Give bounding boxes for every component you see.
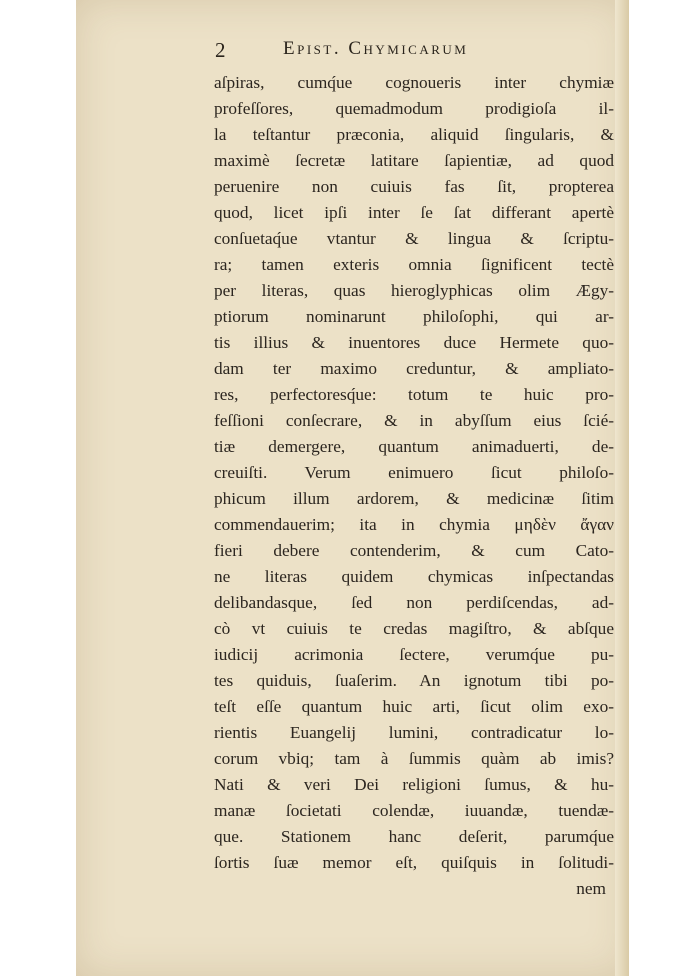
- text-line: fieri debere contenderim, & cum Cato-: [214, 541, 614, 560]
- page-header: [215, 38, 555, 64]
- text-line: phicum illum ardorem, & medicinæ ſitim: [214, 489, 614, 508]
- text-line: cò vt cuiuis te credas magiſtro, & abſque: [214, 619, 614, 638]
- text-line: res, perfectoresq́ue: totum te huic pro-: [214, 385, 614, 404]
- running-title: Epist. Chymicarum: [283, 38, 469, 59]
- text-line: commendauerim; ita in chymia μηδὲν ἄγαν: [214, 515, 614, 534]
- text-line: corum vbiq; tam à ſummis quàm ab imis?: [214, 749, 614, 768]
- text-line: Nati & veri Dei religioni ſumus, & hu-: [214, 775, 614, 794]
- page-number: 2: [215, 38, 226, 62]
- text-line: la teſtantur præconia, aliquid ſingularis, &: [214, 125, 614, 144]
- text-line: feſſioni conſecrare, & in abyſſum eius ſcié-: [214, 411, 614, 430]
- text-line: ſortis ſuæ memor eſt, quiſquis in ſolitudi-: [214, 853, 614, 872]
- text-line: conſuetaq́ue vtantur & lingua & ſcriptu-: [214, 229, 614, 248]
- text-line: aſpiras, cumq́ue cognoueris inter chymiæ: [214, 73, 614, 92]
- text-line: rientis Euangelij lumini, contradicatur lo-: [214, 723, 614, 742]
- text-line: creuiſti. Verum enimuero ſicut philoſo-: [214, 463, 614, 482]
- text-line: profeſſores, quemadmodum prodigioſa il-: [214, 99, 614, 118]
- text-line: peruenire non cuiuis fas ſit, propterea: [214, 177, 614, 196]
- text-line: ptiorum nominarunt philoſophi, qui ar-: [214, 307, 614, 326]
- text-line: dam ter maximo creduntur, & ampliato-: [214, 359, 614, 378]
- text-line: teſt eſſe quantum huic arti, ſicut olim exo-: [214, 697, 614, 716]
- text-line: ne literas quidem chymicas inſpectandas: [214, 567, 614, 586]
- text-line: quod, licet ipſi inter ſe ſat differant apertè: [214, 203, 614, 222]
- text-line: manæ ſocietati colendæ, iuuandæ, tuendæ-: [214, 801, 614, 820]
- text-line: tis illius & inuentores duce Hermete quo-: [214, 333, 614, 352]
- catchword: nem: [576, 879, 606, 898]
- text-line: tiæ demergere, quantum animaduerti, de-: [214, 437, 614, 456]
- text-line: iudicij acrimonia ſectere, verumq́ue pu-: [214, 645, 614, 664]
- text-line: tes quiduis, ſuaſerim. An ignotum tibi po-: [214, 671, 614, 690]
- text-line: delibandasque, ſed non perdiſcendas, ad-: [214, 593, 614, 612]
- body-text: [214, 70, 614, 902]
- text-line: maximè ſecretæ latitare ſapientiæ, ad quod: [214, 151, 614, 170]
- text-line: ra; tamen exteris omnia ſignificent tectè: [214, 255, 614, 274]
- text-line: que. Stationem hanc deſerit, parumq́ue: [214, 827, 614, 846]
- text-line: per literas, quas hieroglyphicas olim Ægy-: [214, 281, 614, 300]
- page-edge: [615, 0, 629, 976]
